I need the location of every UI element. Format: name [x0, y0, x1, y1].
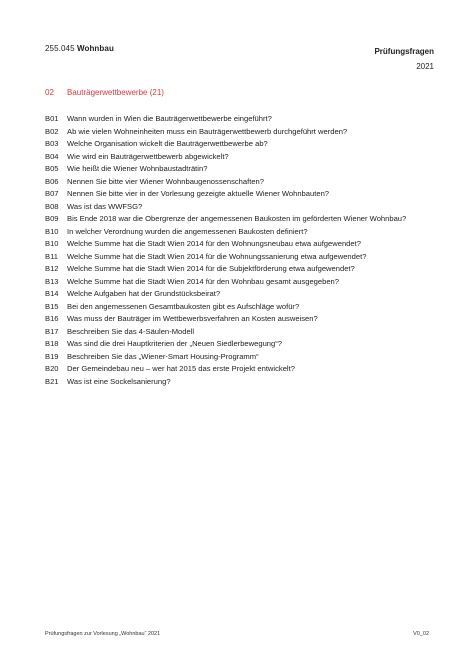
question-item [45, 138, 406, 151]
question-id: B17 [45, 326, 59, 336]
question-id: B18 [45, 339, 59, 348]
question-id: B15 [45, 301, 59, 311]
question-text: Nennen Sie bitte vier in der Vorlesung gezeigte aktuelle Wiener Wohnbauten? [67, 189, 330, 198]
question-item [45, 263, 406, 276]
question-text: Was sind die drei Hauptkriterien der „Neuen Siedlerbewegung“? [67, 339, 282, 348]
question-item [45, 126, 406, 139]
question-text: Welche Aufgaben hat der Grundstücksbeirat? [67, 289, 221, 298]
question-id: B09 [45, 214, 59, 223]
question-id: B19 [45, 351, 59, 361]
question-id: B06 [45, 176, 59, 186]
question-text: Bis Ende 2018 war die Obergrenze der angemessenen Baukosten im geförderten Wiener Wohnbau? [67, 214, 407, 223]
question-id: B05 [45, 164, 59, 173]
question-text: In welcher Verordnung wurden die angemessenen Baukosten definiert? [67, 226, 308, 236]
question-text: Beschreiben Sie das 4-Säulen-Modell [67, 326, 195, 336]
question-item [45, 251, 406, 264]
question-text: Was ist eine Sockelsanierung? [67, 376, 171, 386]
question-id: B16 [45, 314, 59, 323]
question-item [45, 301, 406, 314]
question-item [45, 163, 406, 176]
question-text: Welche Summe hat die Stadt Wien 2014 für den Wohnbau gesamt ausgegeben? [67, 276, 340, 286]
question-text: Wie heißt die Wiener Wohnbaustadträtin? [67, 164, 208, 173]
question-item [45, 201, 406, 214]
course-code: 255.045 [45, 44, 75, 53]
question-id: B13 [45, 276, 59, 286]
question-id: B04 [45, 151, 59, 161]
question-item [45, 176, 406, 189]
course-header [45, 44, 114, 53]
question-id: B08 [45, 201, 59, 211]
question-text: Welche Summe hat die Stadt Wien 2014 für die Subjektförderung etwa aufgewendet? [67, 264, 355, 273]
version-label: V0_02 [413, 631, 429, 637]
document-title: Prüfungsfragen [374, 47, 434, 56]
question-id: B11 [45, 251, 58, 261]
document-header [374, 44, 434, 74]
question-item [45, 351, 406, 364]
question-id: B14 [45, 289, 59, 298]
footer-note: Prüfungsfragen zur Vorlesung „Wohnbau“ 2021 [45, 631, 161, 637]
question-text: Welche Summe hat die Stadt Wien 2014 für die Wohnungssanierung etwa aufgewendet? [67, 251, 367, 261]
question-item [45, 226, 406, 239]
document-year: 2021 [416, 62, 434, 71]
question-text: Ab wie vielen Wohneinheiten muss ein Bauträgerwettbewerb durchgeführt werden? [67, 126, 348, 136]
question-list [45, 113, 406, 388]
question-item [45, 276, 406, 289]
question-id: B21 [45, 376, 59, 386]
question-item [45, 363, 406, 376]
question-item [45, 188, 406, 201]
question-text: Was ist das WWFSG? [67, 201, 143, 211]
question-id: B12 [45, 264, 59, 273]
question-item [45, 326, 406, 339]
section-number: 02 [45, 88, 54, 97]
question-item [45, 238, 406, 251]
question-item [45, 288, 406, 301]
question-text: Bei den angemessenen Gesamtbaukosten gibt es Aufschläge wofür? [67, 301, 300, 311]
question-text: Welche Summe hat die Stadt Wien 2014 für den Wohnungsneubau etwa aufgewendet? [67, 239, 361, 248]
question-item [45, 376, 406, 389]
question-item [45, 213, 406, 226]
question-text: Wie wird ein Bauträgerwettbewerb abgewickelt? [67, 151, 229, 161]
question-text: Nennen Sie bitte vier Wiener Wohnbaugenossenschaften? [67, 176, 264, 186]
question-text: Was muss der Bauträger im Wettbewerbsverfahren an Kosten ausweisen? [67, 314, 318, 323]
question-item [45, 338, 406, 351]
question-text: Wann wurden in Wien die Bauträgerwettbewerbe eingeführt? [67, 114, 272, 123]
question-id: B10 [45, 226, 59, 236]
question-id: B07 [45, 189, 59, 198]
question-text: Beschreiben Sie das „Wiener-Smart Housing-Programm“ [67, 351, 259, 361]
question-item [45, 113, 406, 126]
question-id: B20 [45, 364, 59, 373]
question-text: Welche Organisation wickelt die Bauträgerwettbewerbe ab? [67, 139, 268, 148]
question-item [45, 151, 406, 164]
question-id: B01 [45, 114, 59, 123]
course-subject: Wohnbau [76, 44, 114, 53]
question-text: Der Gemeindebau neu – wer hat 2015 das erste Projekt entwickelt? [67, 364, 295, 373]
question-item [45, 313, 406, 326]
section-title: Bauträgerwettbewerbe (21) [67, 88, 164, 97]
section-heading [45, 88, 164, 97]
question-id: B10 [45, 239, 59, 248]
question-id: B02 [45, 126, 59, 136]
question-id: B03 [45, 139, 59, 148]
